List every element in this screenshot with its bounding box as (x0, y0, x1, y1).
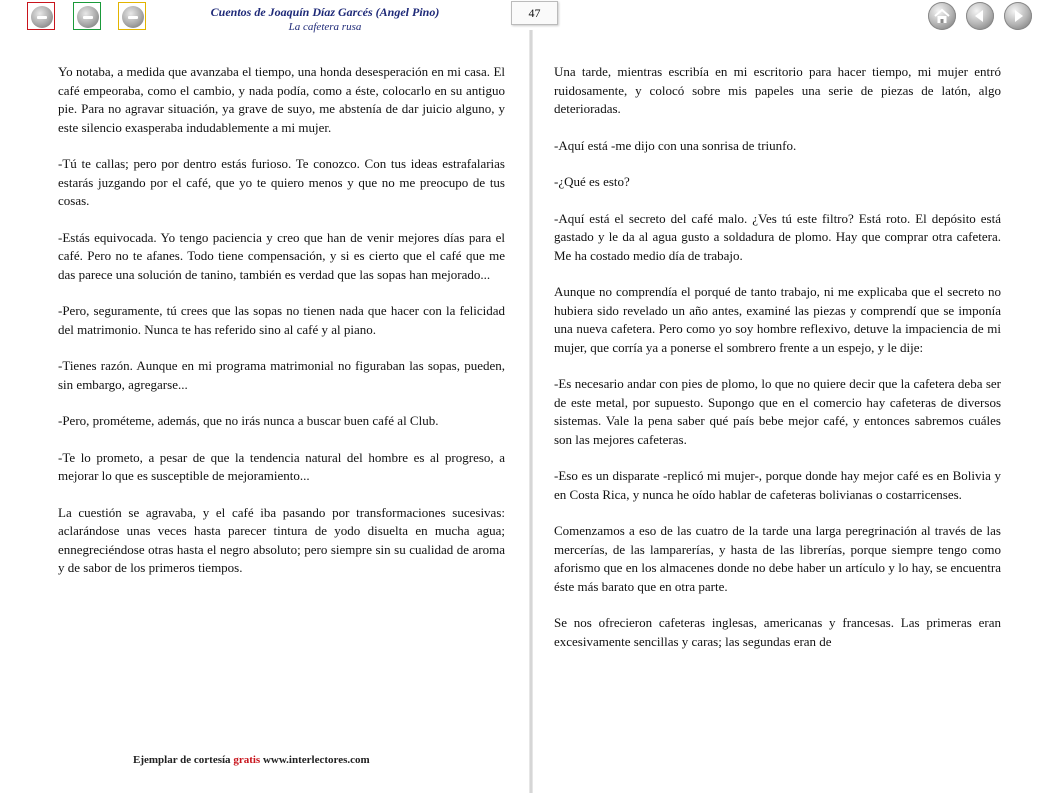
document-header (180, 5, 470, 34)
paragraph: -Tú te callas; pero por dentro estás furioso. Te conozco. Con tus ideas estrafalarias estarás juzgando por el café, que yo te quiero menos y que no me preocupo de tus cosas. (58, 156, 505, 208)
arrow-right-icon (1004, 2, 1032, 30)
home-button[interactable] (928, 2, 956, 30)
page-divider (529, 30, 533, 793)
previous-page-button[interactable] (966, 2, 994, 30)
paragraph: -Te lo prometo, a pesar de que la tendencia natural del hombre es al progreso, a mejorar lo que es susceptible de mejoramiento... (58, 449, 505, 483)
paragraph: -Eso es un disparate -replicó mi mujer-, porque donde hay mejor café es en Bolivia y en Costa Rica, y nunca he oído hablar de cafeteras bolivianas o costarricenses. (554, 468, 1001, 502)
paragraph: Aunque no comprendía el porqué de tanto trabajo, ni me explicaba que el secreto no hubiera sido revelado un año antes, examiné las piezas y comprendí que se imponía una nueva cafetera. Pero como yo soy hombre reflexivo, detuve la impaciencia de mi mujer, que corría ya a ponerse el sombrero frente a un espejo, y le dije: (554, 284, 1001, 355)
footer-prefix: Ejemplar de cortesía (133, 754, 231, 766)
home-icon (928, 2, 956, 30)
next-page-button[interactable] (1004, 2, 1032, 30)
paragraph: Yo notaba, a medida que avanzaba el tiempo, una honda desesperación en mi casa. El café empeoraba, como el cambio, y nada podía, como a éste, colocarlo en su antiguo pie. Para no agravar situación, ya grave de suyo, me abstenía de dar juicio alguno, y este silencio exasperaba indudablemente a mi mujer. (58, 64, 505, 135)
paragraph: La cuestión se agravaba, y el café iba pasando por transformaciones sucesivas: aclarándose unas veces hasta parecer tintura de yodo disuelta en mucha agua; ennegreciéndose otras hasta el negro absoluto; pero siempre sin su cualidad de aroma y de sabor de los primeros tiempos. (58, 504, 505, 575)
paragraph: -¿Qué es esto? (554, 174, 630, 189)
footer (133, 754, 370, 766)
footer-link[interactable]: www.interlectores.com (262, 754, 370, 766)
paragraph: -Aquí está el secreto del café malo. ¿Ves tú este filtro? Está roto. El depósito está gastado y le da al agua gusto a soldadura de plomo. Hay que comprar otra cafetera. Me ha costado medio día de trabajo. (554, 210, 1001, 263)
paragraph: Comenzamos a eso de las cuatro de la tarde una larga peregrinación al través de las mercerías, de las lamparerías, y hasta de las librerías, porque siempre tengo como aforismo que en los almacenes donde no debe haber un artículo y lo hay, se encuentra éste más barato que en otra parte. (554, 523, 1001, 594)
minimize-button-red[interactable] (27, 2, 55, 30)
right-column (554, 63, 1001, 669)
minimize-button-yellow[interactable] (118, 2, 146, 30)
paragraph: -Pero, seguramente, tú crees que las sopas no tienen nada que hacer con la felicidad del matrimonio. Nunca te has referido sino al café y al piano. (58, 303, 505, 337)
paragraph: Se nos ofrecieron cafeteras inglesas, americanas y francesas. Las primeras eran excesivamente sencillas y caras; las segundas eran de (554, 615, 1001, 649)
paragraph: Una tarde, mientras escribía en mi escritorio para hacer tiempo, mi mujer entró ruidosamente, y colocó sobre mis papeles una serie de piezas de latón, algo deterioradas. (554, 64, 1001, 116)
arrow-left-icon (966, 2, 994, 30)
footer-gratis: gratis (233, 754, 261, 766)
story-title: La cafetera rusa (288, 21, 362, 33)
book-title: Cuentos de Joaquín Díaz Garcés (Angel Pino) (210, 5, 440, 19)
paragraph: -Estás equivocada. Yo tengo paciencia y creo que han de venir mejores días para el café. Pero no te afanes. Todo tiene compensación, y si es cierto que el café que me das parece una solución de tanino, también es verdad que las sopas han mejorado... (58, 229, 505, 282)
paragraph: -Aquí está -me dijo con una sonrisa de triunfo. (554, 137, 797, 153)
left-column (58, 63, 505, 596)
paragraph: -Es necesario andar con pies de plomo, lo que no quiere decir que la cafetera deba ser de este metal, por supuesto. Supongo que en el comercio hay cafeteras de diversos sistemas. Vale la pena saber qué país bebe mejor café, y entonces sabremos cuáles son las mejores cafeteras. (554, 376, 1001, 447)
page-number: 47 (511, 1, 558, 25)
minimize-button-green[interactable] (73, 2, 101, 30)
paragraph: -Pero, prométeme, además, que no irás nunca a buscar buen café al Club. (58, 413, 439, 428)
paragraph: -Tienes razón. Aunque en mi programa matrimonial no figuraban las sopas, pueden, sin embargo, agregarse... (58, 358, 505, 392)
